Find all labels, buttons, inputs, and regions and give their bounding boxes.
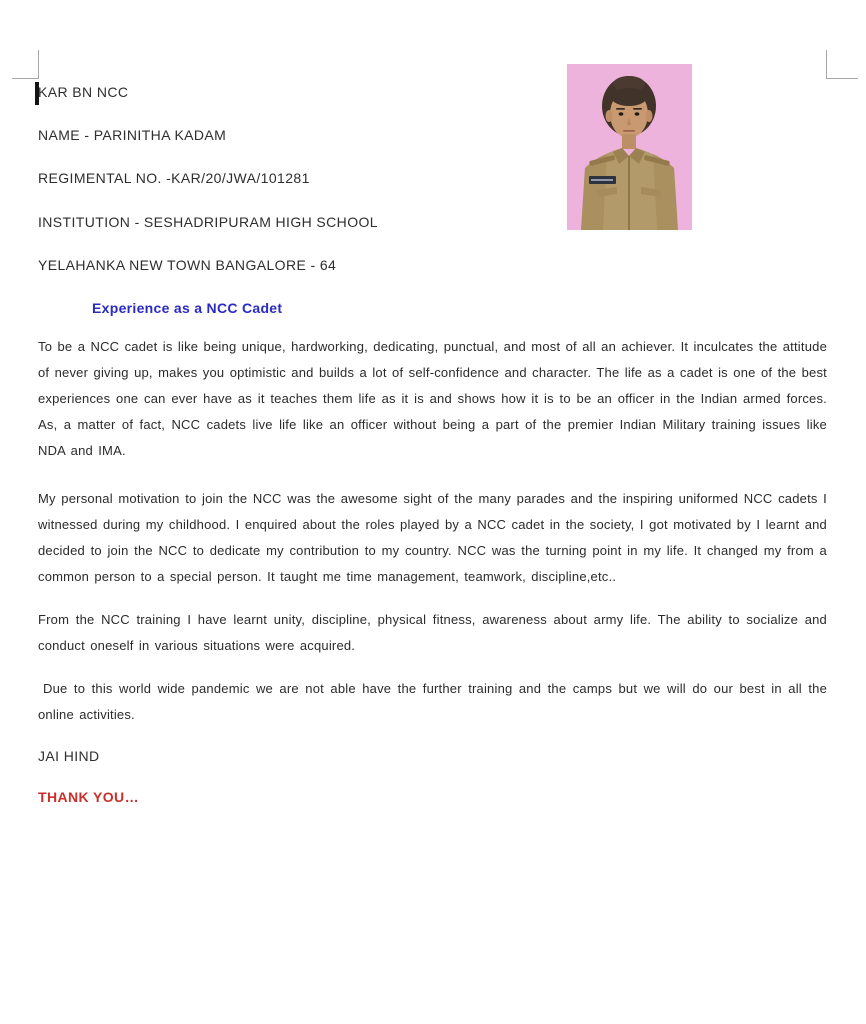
institution-line[interactable]: INSTITUTION - SESHADRIPURAM HIGH SCHOOL [38,214,378,230]
cadet-portrait-illustration [567,64,692,230]
signoff-line[interactable]: JAI HIND [38,748,100,764]
address-line[interactable]: YELAHANKA NEW TOWN BANGALORE - 64 [38,257,337,273]
margin-crop-mark-top-right [826,78,858,79]
margin-crop-mark-top-left [12,78,38,79]
essay-title[interactable]: Experience as a NCC Cadet [92,300,283,316]
essay-paragraph[interactable]: To be a NCC cadet is like being unique, hardworking, dedicating, punctual, and most of all an achiever. It inculcates the attitude of never giving up, makes you optimistic and builds a lot of self-confidence and character. The life as a cadet is one of the best experiences one can ever have as it teaches them life as it is and shows how it is to be an officer in the Indian armed forces. As, a matter of fact, NCC cadets live life like an officer without being a part of the premier Indian Military training issues like NDA and IMA. [38,339,827,458]
regimental-number-line[interactable]: REGIMENTAL NO. -KAR/20/JWA/101281 [38,170,310,186]
thank-you-line[interactable]: THANK YOU… [38,789,139,805]
name-line[interactable]: NAME - PARINITHA KADAM [38,127,227,143]
cadet-portrait-photo[interactable] [567,64,692,230]
essay-paragraph[interactable]: Due to this world wide pandemic we are not able have the further training and the camps but we will do our best in all the online activities. [38,681,827,722]
essay-paragraph[interactable]: My personal motivation to join the NCC was the awesome sight of the many parades and the inspiring uniformed NCC cadets I witnessed during my childhood. I enquired about the roles played by a NCC cadet in the society, I got motivated by I learnt and decided to join the NCC to dedicate my contribution to my country. NCC was the turning point in my life. It changed my from a common person to a special person. It taught me time management, teamwork, discipline,etc.. [38,491,827,584]
margin-crop-mark-top-left [38,50,39,79]
unit-line[interactable]: KAR BN NCC [38,84,129,100]
margin-crop-mark-top-right [826,50,827,79]
essay-paragraph[interactable]: From the NCC training I have learnt unity, discipline, physical fitness, awareness about army life. The ability to socialize and conduct oneself in various situations were acquired. [38,612,827,653]
